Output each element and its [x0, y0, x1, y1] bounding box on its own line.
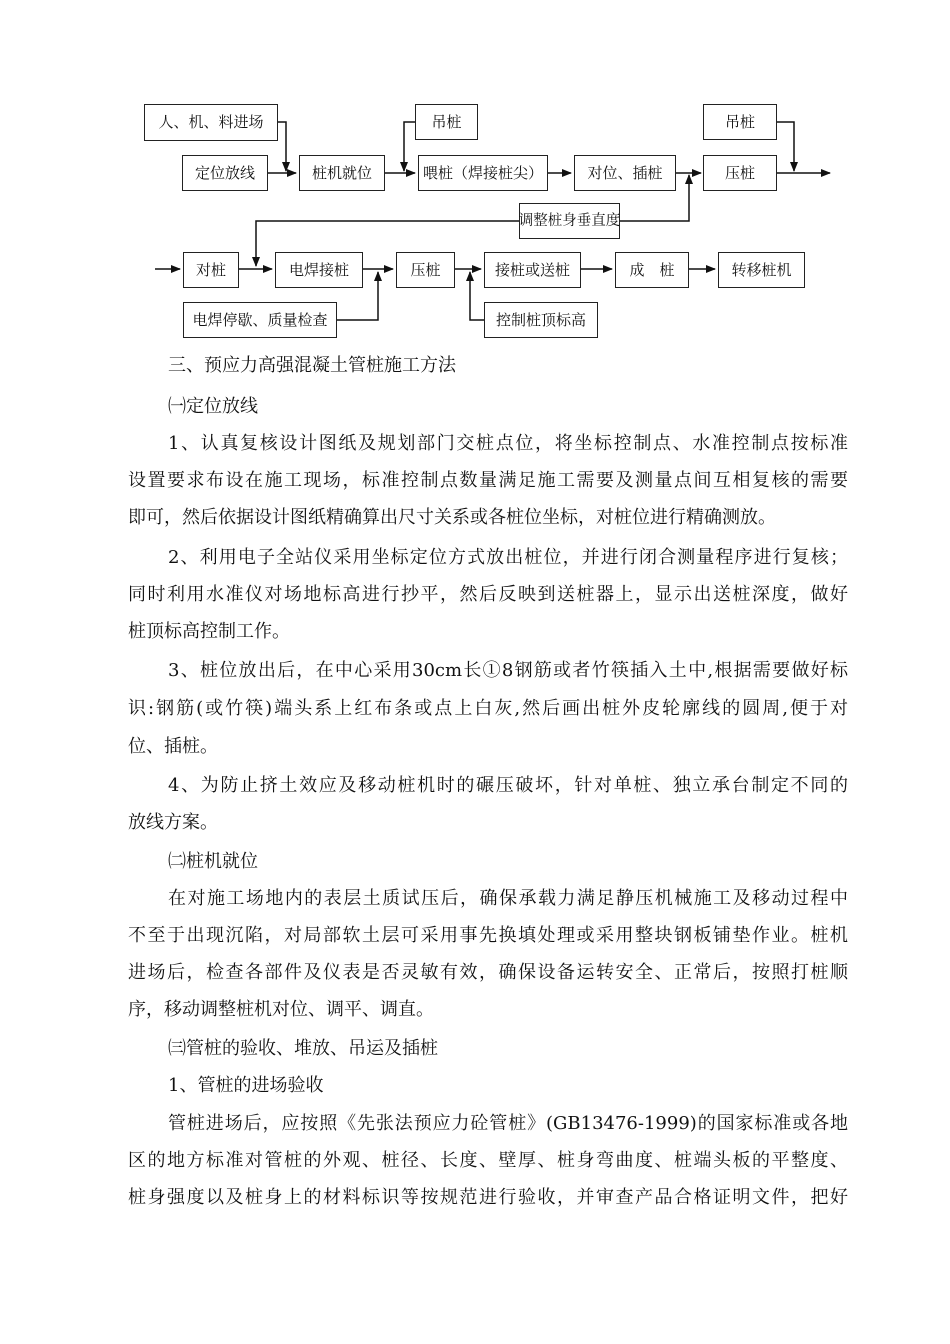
- paragraph-line: 桩顶标高控制工作。: [128, 621, 290, 642]
- paragraph-line: 进场后，检查各部件及仪表是否灵敏有效，确保设备运转安全、正常后，按照打桩顺: [128, 962, 848, 983]
- flow-box-hoist-pile-2: 吊桩: [703, 104, 777, 140]
- flow-box-weld-pause-check: 电焊停歇、质量检查: [183, 302, 337, 338]
- paragraph-line: 设置要求布设在施工现场，标准控制点数量满足施工需要及测量点间互相复核的需要: [128, 470, 848, 491]
- subheading-positioning: ㈠定位放线: [168, 396, 258, 417]
- paragraph-line: 区的地方标准对管桩的外观、桩径、长度、壁厚、桩身弯曲度、桩端头板的平整度、: [128, 1150, 848, 1171]
- paragraph-line: 1、认真复核设计图纸及规划部门交桩点位，将坐标控制点、水准控制点按标准: [168, 433, 848, 454]
- flow-box-materials-entry: 人、机、料进场: [144, 104, 278, 141]
- paragraph-line: 即可，然后依据设计图纸精确算出尺寸关系或各桩位坐标，对桩位进行精确测放。: [128, 507, 776, 528]
- flow-box-pair-pile: 对桩: [183, 252, 239, 288]
- flow-box-move-machine: 转移桩机: [718, 252, 805, 288]
- section-title: 三、预应力高强混凝土管桩施工方法: [168, 355, 456, 376]
- subheading-entry-acceptance: 1、管桩的进场验收: [168, 1075, 324, 1096]
- flow-box-splice-or-send: 接桩或送桩: [484, 252, 581, 288]
- flow-box-press-pile-2: 压桩: [396, 252, 455, 288]
- paragraph-line: 序，移动调整桩机对位、调平、调直。: [128, 999, 434, 1020]
- paragraph-line: 3、桩位放出后，在中心采用30cm长①8钢筋或者竹筷插入土中,根据需要做好标: [168, 660, 848, 681]
- paragraph-line: 同时利用水准仪对场地标高进行抄平，然后反映到送桩器上，显示出送桩深度，做好: [128, 584, 848, 605]
- paragraph-line: 识:钢筋(或竹筷)端头系上红布条或点上白灰,然后画出桩外皮轮廓线的圆周,便于对: [128, 698, 848, 719]
- subheading-acceptance: ㈢管桩的验收、堆放、吊运及插桩: [168, 1038, 438, 1059]
- flow-box-feed-pile: 喂桩（焊接桩尖）: [418, 155, 548, 191]
- flow-box-positioning: 定位放线: [182, 155, 268, 191]
- arrow-hoist-to-feed: [404, 122, 415, 171]
- paragraph-line: 位、插桩。: [128, 736, 218, 757]
- flow-box-control-top-elevation: 控制桩顶标高: [484, 302, 598, 338]
- paragraph-line: 管桩进场后，应按照《先张法预应力砼管桩》(GB13476-1999)的国家标准或各地: [168, 1113, 848, 1134]
- flow-box-machine-in-place: 桩机就位: [299, 155, 385, 191]
- flow-box-press-pile: 压桩: [703, 155, 777, 191]
- paragraph-line: 4、为防止挤土效应及移动桩机时的碾压破坏，针对单桩、独立承台制定不同的: [168, 775, 848, 796]
- arrow-hoist2-to-press: [777, 122, 794, 171]
- flow-box-adjust-verticality: 调整桩身垂直度: [519, 203, 620, 239]
- flow-box-weld-joint: 电焊接桩: [275, 252, 363, 288]
- paragraph-line: 桩身强度以及桩身上的材料标识等按规范进行验收，并审查产品合格证明文件，把好: [128, 1187, 848, 1208]
- paragraph-line: 2、利用电子全站仪采用坐标定位方式放出桩位，并进行闭合测量程序进行复核；: [168, 547, 848, 568]
- arrow-materials-to-machine: [278, 122, 286, 171]
- subheading-machine-in-place: ㈡桩机就位: [168, 851, 258, 872]
- flow-box-hoist-pile: 吊桩: [415, 104, 478, 140]
- flow-box-align-insert: 对位、插桩: [574, 155, 676, 191]
- arrow-control-to-splice: [470, 272, 484, 320]
- paragraph-line: 放线方案。: [128, 812, 218, 833]
- paragraph-line: 不至于出现沉陷，对局部软土层可采用事先换填处理或采用整块钢板铺垫作业。桩机: [128, 925, 848, 946]
- paragraph-line: 在对施工场地内的表层土质试压后，确保承载力满足静压机械施工及移动过程中: [168, 888, 848, 909]
- flow-box-finish-pile: 成 桩: [615, 252, 689, 288]
